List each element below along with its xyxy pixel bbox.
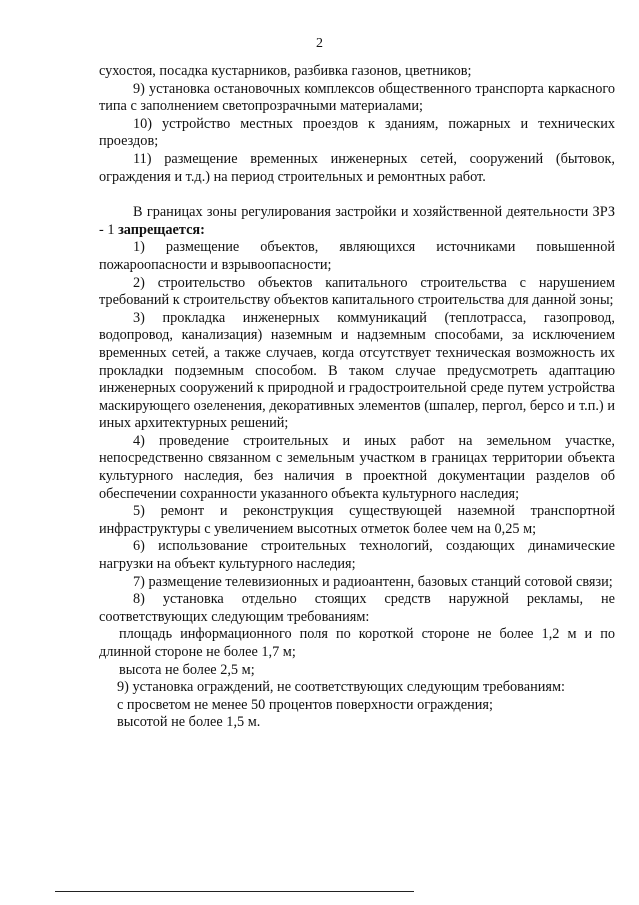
prohibited-item-1: 1) размещение объектов, являющихся источниками повышенной пожароопасности и взрывоопасности; xyxy=(99,239,615,273)
prohibited-item-5: 5) ремонт и реконструкция существующей наземной транспортной инфраструктуры с увеличением высотных отметок более чем на 0,25 м; xyxy=(99,503,615,537)
ad-requirement-area: площадь информационного поля по короткой стороне не более 1,2 м и по длинной стороне не более 1,7 м; xyxy=(99,626,615,660)
page-number: 2 xyxy=(316,36,323,51)
zone-intro-text: В границах зоны регулирования застройки и хозяйственной деятельности ЗРЗ - 1 xyxy=(99,204,615,238)
prohibited-item-8: 8) установка отдельно стоящих средств наружной рекламы, не соответствующих следующим требованиям: xyxy=(99,591,615,625)
zone-intro-paragraph xyxy=(99,204,615,239)
document-body xyxy=(99,63,615,732)
fence-requirement-clearance: с просветом не менее 50 процентов поверхности ограждения; xyxy=(117,696,493,713)
paragraph-item-9: 9) установка остановочных комплексов общественного транспорта каркасного типа с заполнением светопрозрачными материалами; xyxy=(99,80,615,115)
prohibited-item-6: 6) использование строительных технологий, создающих динамические нагрузки на объект культурного наследия; xyxy=(99,538,615,573)
prohibited-item-4: 4) проведение строительных и иных работ на земельном участке, непосредственно связанном с земельным участком в границах территории объекта культурного наследия, без наличия в проектной документации разделов об обеспечении сохранности указанного объекта культурного наследия; xyxy=(99,432,615,502)
prohibited-item-3: 3) прокладка инженерных коммуникаций (теплотрасса, газопровод, водопровод, канализация) наземным и надземным способами, за исключением временных сетей, а также случаев, когда отсутствует техническая возможность их прокладки подземным способом. В таком случае предусмотреть адаптацию инженерных сооружений к природной и градостроительной среде путем устройства маскирующего озеленения, декоративных элементов (шпалер, пергол, берсо и т.п.) и иных архитектурных решений; xyxy=(99,309,615,432)
footer-divider xyxy=(55,891,414,892)
paragraph-spacer xyxy=(99,186,615,204)
zone-intro-bold: запрещается: xyxy=(118,221,205,238)
prohibited-item-9: 9) установка ограждений, не соответствующих следующим требованиям: xyxy=(117,679,565,696)
prohibited-item-7: 7) размещение телевизионных и радиоантенн, базовых станций сотовой связи; xyxy=(133,573,613,590)
paragraph-continuation-8: сухостоя, посадка кустарников, разбивка газонов, цветников; xyxy=(99,63,472,79)
paragraph-item-11: 11) размещение временных инженерных сетей, сооружений (бытовок, ограждения и т.д.) на период строительных и ремонтных работ. xyxy=(99,150,615,185)
prohibited-item-2: 2) строительство объектов капитального строительства с нарушением требований к строительству объектов капитального строительства для данной зоны; xyxy=(99,274,615,309)
fence-requirement-height: высотой не более 1,5 м. xyxy=(117,714,261,731)
paragraph-item-10: 10) устройство местных проездов к зданиям, пожарных и технических проездов; xyxy=(99,115,615,150)
ad-requirement-height: высота не более 2,5 м; xyxy=(119,661,255,678)
